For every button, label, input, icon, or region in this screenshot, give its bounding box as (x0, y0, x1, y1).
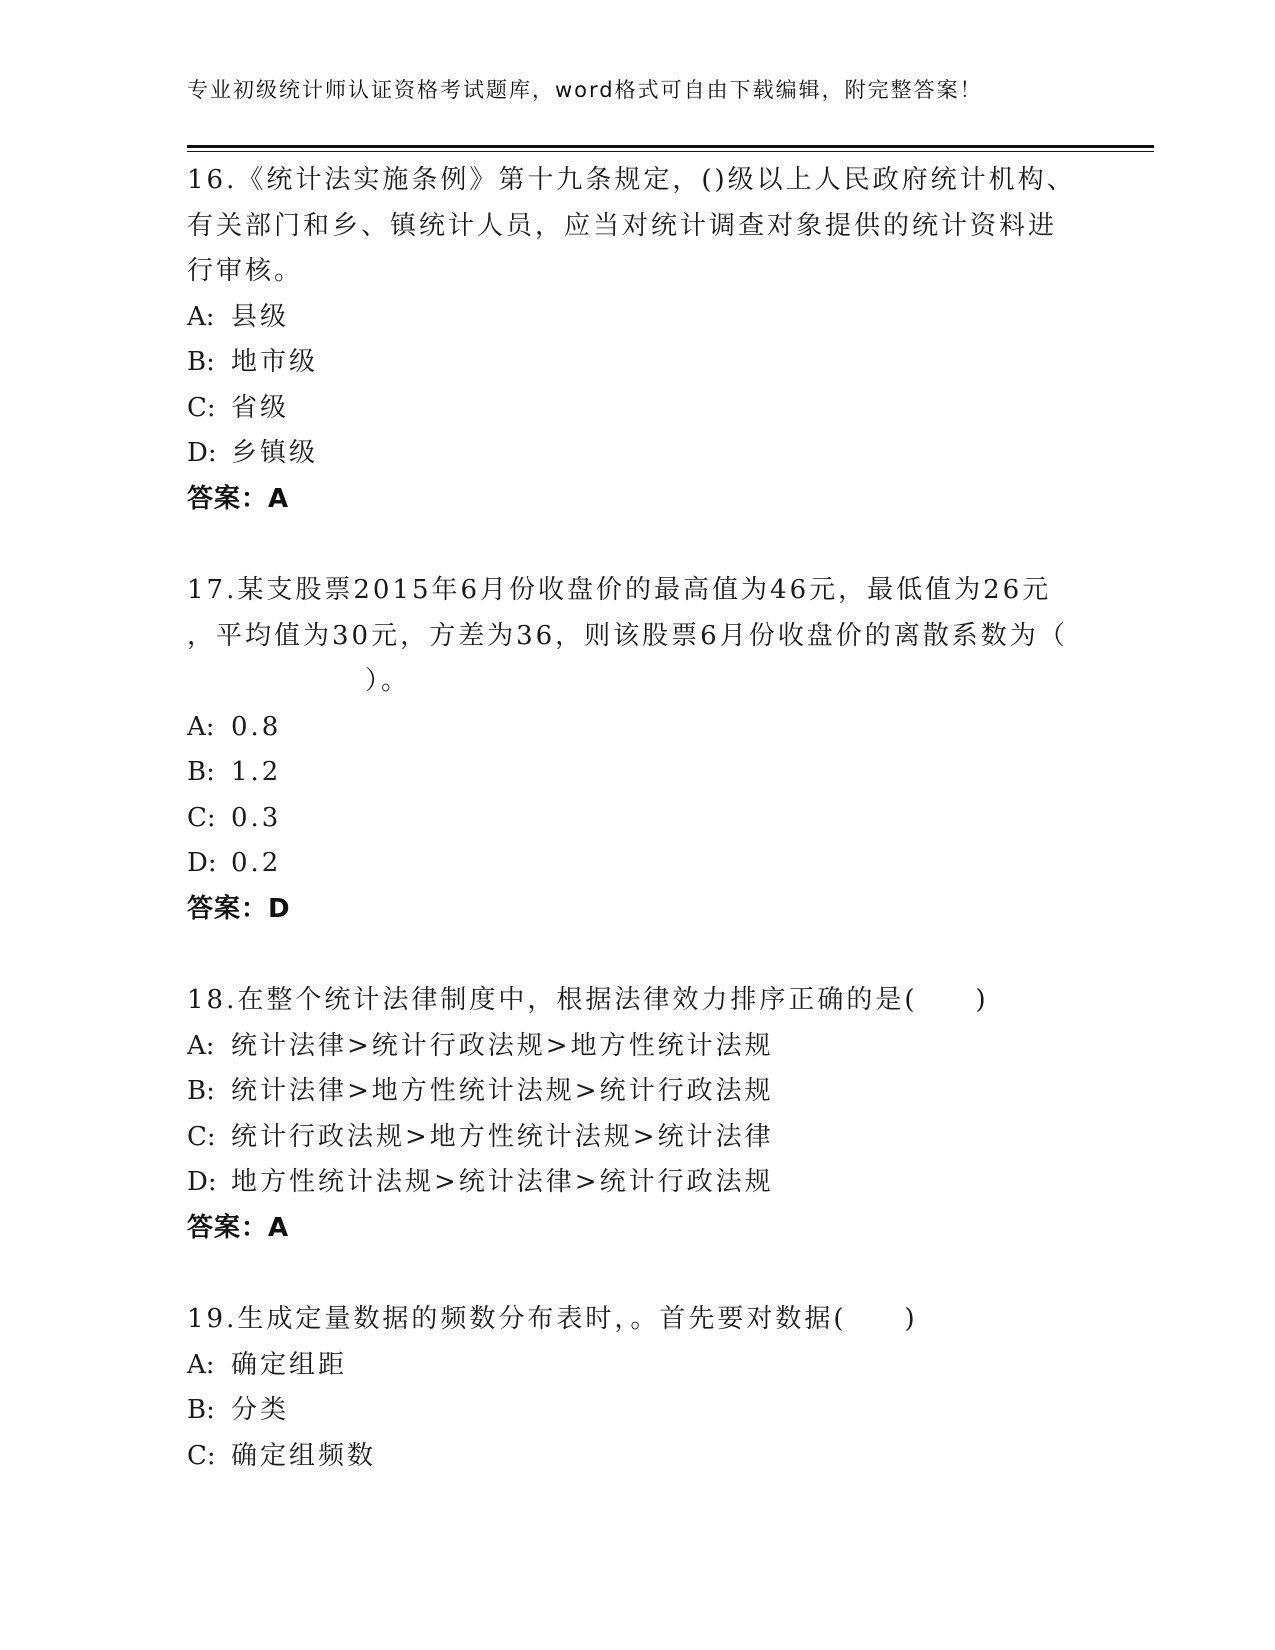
question-stem-line: 19.生成定量数据的频数分布表时，。首先要对数据( ) (187, 1304, 918, 1334)
option-label: C: (187, 1121, 216, 1152)
answer: 答案：A (187, 1212, 290, 1243)
spacer (187, 522, 1087, 568)
option-label: A: (187, 1349, 215, 1380)
question-19 (187, 1297, 1087, 1479)
option-d (187, 841, 1087, 887)
option-text: 1.2 (231, 757, 282, 787)
option-label: D: (187, 1167, 217, 1197)
option-label: D: (187, 848, 217, 878)
option-b (187, 1388, 1087, 1434)
question-16 (187, 158, 1087, 522)
question-stem-line: ）。 (365, 666, 411, 696)
spacer (187, 1251, 1087, 1297)
header-rule-thick (187, 145, 1154, 148)
option-label: B: (187, 1395, 215, 1425)
question-17 (187, 568, 1087, 932)
option-label: B: (187, 1076, 215, 1106)
option-a (187, 295, 1087, 341)
option-text: 统计法律>地方性统计法规>统计行政法规 (231, 1076, 774, 1106)
option-text: 分类 (231, 1395, 290, 1425)
option-d (187, 1160, 1087, 1206)
option-b (187, 750, 1087, 796)
option-c (187, 1434, 1087, 1480)
option-label: A: (187, 1030, 215, 1061)
option-a (187, 1024, 1087, 1070)
option-text: 确定组距 (231, 1349, 348, 1380)
option-label: C: (187, 1440, 216, 1471)
option-text: 县级 (231, 301, 290, 332)
question-stem-line: 17.某支股票2015年6月份收盘价的最高值为46元，最低值为26元 (187, 575, 1052, 605)
answer: 答案：A (187, 483, 290, 514)
option-d (187, 431, 1087, 477)
option-a (187, 705, 1087, 751)
option-b (187, 340, 1087, 386)
question-stem-line: 16.《统计法实施条例》第十九条规定，()级以上人民政府统计机构、 (187, 165, 1076, 195)
option-label: A: (187, 301, 215, 332)
option-a (187, 1343, 1087, 1389)
question-list (187, 158, 1087, 1479)
question-stem-line: ，平均值为30元，方差为36，则该股票6月份收盘价的离散系数为（ (187, 620, 1068, 651)
option-text: 确定组频数 (231, 1440, 377, 1471)
question-stem-line: 有关部门和乡、镇统计人员，应当对统计调查对象提供的统计资料进 (187, 210, 1058, 241)
page-header: 专业初级统计师认证资格考试题库，word格式可自由下载编辑，附完整答案！ (187, 78, 983, 102)
option-text: 统计行政法规>地方性统计法规>统计法律 (231, 1121, 774, 1152)
option-label: D: (187, 438, 217, 468)
option-text: 地市级 (231, 347, 319, 377)
header-rule-thin (187, 151, 1154, 152)
option-c (187, 386, 1087, 432)
option-c (187, 1115, 1087, 1161)
option-text: 0.3 (231, 802, 282, 833)
option-text: 乡镇级 (231, 438, 319, 468)
question-stem-line: 行审核。 (187, 256, 304, 286)
question-18 (187, 978, 1087, 1251)
option-label: C: (187, 802, 216, 833)
option-text: 0.8 (231, 711, 282, 742)
question-stem-line: 18.在整个统计法律制度中，根据法律效力排序正确的是( ) (187, 985, 989, 1015)
option-b (187, 1069, 1087, 1115)
spacer (187, 932, 1087, 978)
option-text: 统计法律>统计行政法规>地方性统计法规 (231, 1030, 774, 1061)
answer: 答案：D (187, 893, 291, 924)
option-text: 0.2 (231, 848, 282, 878)
option-label: C: (187, 392, 216, 423)
option-c (187, 796, 1087, 842)
option-text: 地方性统计法规>统计法律>统计行政法规 (231, 1167, 774, 1197)
option-label: A: (187, 711, 215, 742)
option-label: B: (187, 757, 215, 787)
option-text: 省级 (231, 392, 290, 423)
option-label: B: (187, 347, 215, 377)
